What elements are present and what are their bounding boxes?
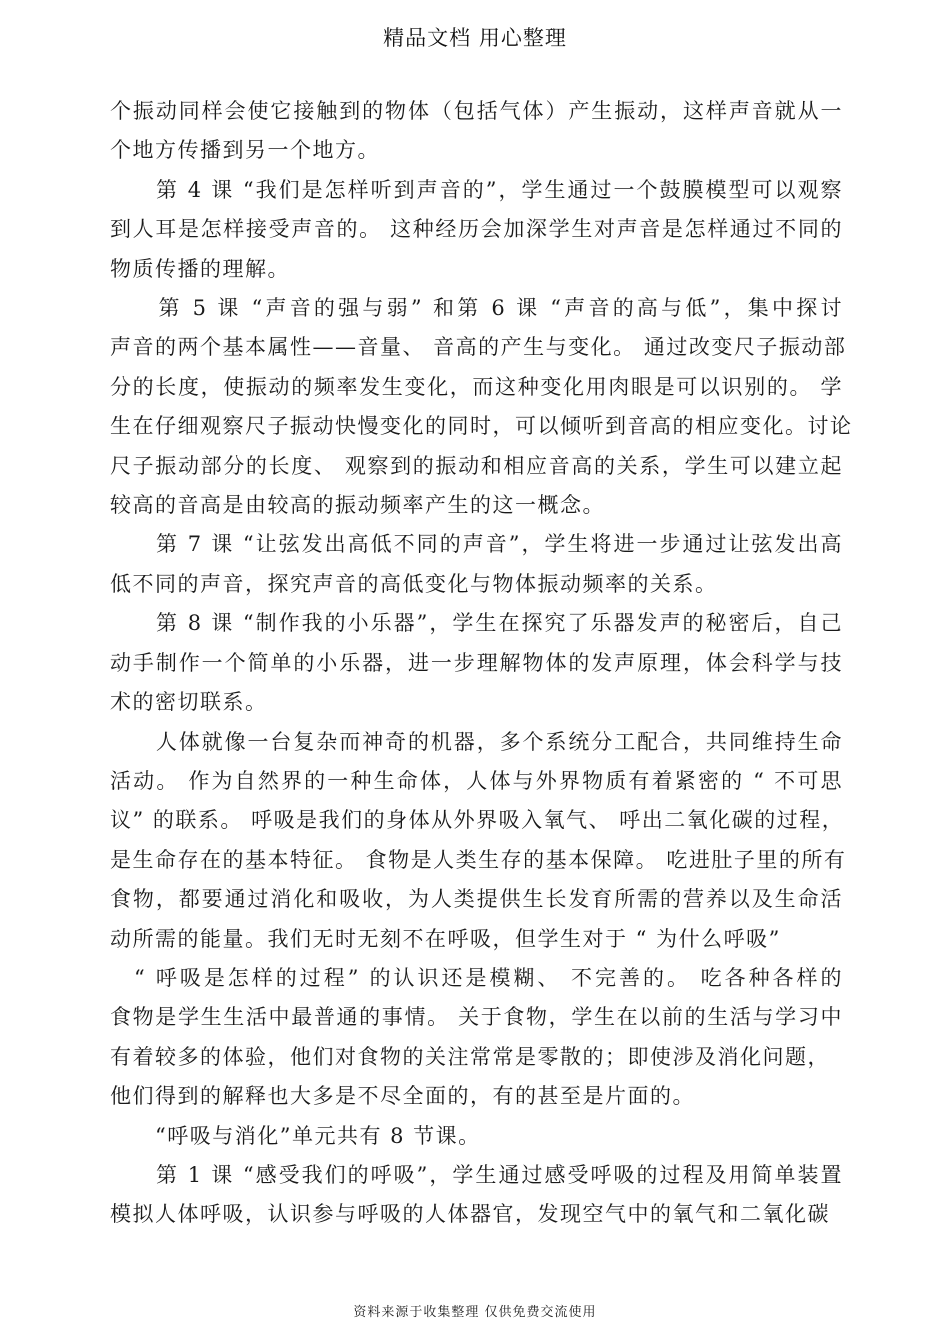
- text-line: 分的长度，使振动的频率发生变化，而这种变化用肉眼是可以识别的。 学: [110, 374, 843, 399]
- text-line: 议” 的联系。 呼吸是我们的身体从外界吸入氧气、 呼出二氧化碳的过程，: [110, 808, 845, 833]
- text-line: “ 呼吸是怎样的过程” 的认识还是模糊、 不完善的。 吃各种各样的: [110, 965, 843, 990]
- document-body: [110, 92, 853, 1235]
- page-footer: 资料来源于收集整理 仅供免费交流使用: [353, 1305, 597, 1320]
- text-line: 活动。 作为自然界的一种生命体，人体与外界物质有着紧密的 “ 不可思: [110, 768, 843, 793]
- text-line: 第 4 课 “我们是怎样听到声音的”，学生通过一个鼓膜模型可以观察: [110, 177, 843, 202]
- text-block: [110, 92, 853, 1235]
- text-line: 生在仔细观察尺子振动快慢变化的同时，可以倾听到音高的相应变化。讨论: [110, 414, 853, 439]
- text-line: 尺子振动部分的长度、 观察到的振动和相应音高的关系，学生可以建立起: [110, 453, 843, 478]
- text-line: 物质传播的理解。: [110, 256, 290, 281]
- text-line: 个振动同样会使它接触到的物体（包括气体）产生振动，这样声音就从一: [110, 99, 843, 123]
- page-header: 精品文档 用心整理: [383, 26, 567, 50]
- text-line: 模拟人体呼吸，认识参与呼吸的人体器官，发现空气中的氧气和二氧化碳: [110, 1202, 830, 1227]
- text-line: 是生命存在的基本特征。 食物是人类生存的基本保障。 吃进肚子里的所有: [110, 847, 847, 872]
- text-line: 他们得到的解释也大多是不尽全面的，有的甚至是片面的。: [110, 1084, 695, 1109]
- text-line: 食物是学生生活中最普通的事情。 关于食物，学生在以前的生活与学习中: [110, 1005, 843, 1030]
- text-line: “呼吸与消化”单元共有 8 节课。: [110, 1123, 481, 1148]
- text-line: 第 8 课 “制作我的小乐器”，学生在探究了乐器发声的秘密后，自己: [110, 611, 843, 636]
- text-line: 个地方传播到另一个地方。: [110, 138, 380, 163]
- text-line: 到人耳是怎样接受声音的。 这种经历会加深学生对声音是怎样通过不同的: [110, 217, 843, 242]
- text-line: 低不同的声音，探究声音的高低变化与物体振动频率的关系。: [110, 571, 718, 596]
- text-line: 食物，都要通过消化和吸收，为人类提供生长发育所需的营养以及生命活: [110, 887, 843, 912]
- text-line: 第 1 课 “感受我们的呼吸”，学生通过感受呼吸的过程及用简单装置: [110, 1162, 843, 1187]
- text-line: 动手制作一个简单的小乐器，进一步理解物体的发声原理，体会科学与技: [110, 650, 843, 675]
- text-line: 声音的两个基本属性——音量、 音高的产生与变化。 通过改变尺子振动部: [110, 335, 847, 360]
- text-line: 人体就像一台复杂而神奇的机器，多个系统分工配合，共同维持生命: [110, 729, 843, 754]
- text-line: 术的密切联系。: [110, 690, 268, 715]
- text-line: 动所需的能量。我们无时无刻不在呼吸，但学生对于 “ 为什么呼吸”: [110, 926, 781, 951]
- text-line: 第 5 课 “声音的强与弱” 和第 6 课 “声音的高与低”，集中探讨: [110, 296, 843, 321]
- text-line: 较高的音高是由较高的振动频率产生的这一概念。: [110, 493, 605, 518]
- text-line: 第 7 课 “让弦发出高低不同的声音”，学生将进一步通过让弦发出高: [110, 532, 843, 557]
- text-line: 有着较多的体验，他们对食物的关注常常是零散的；即使涉及消化问题，: [110, 1044, 830, 1069]
